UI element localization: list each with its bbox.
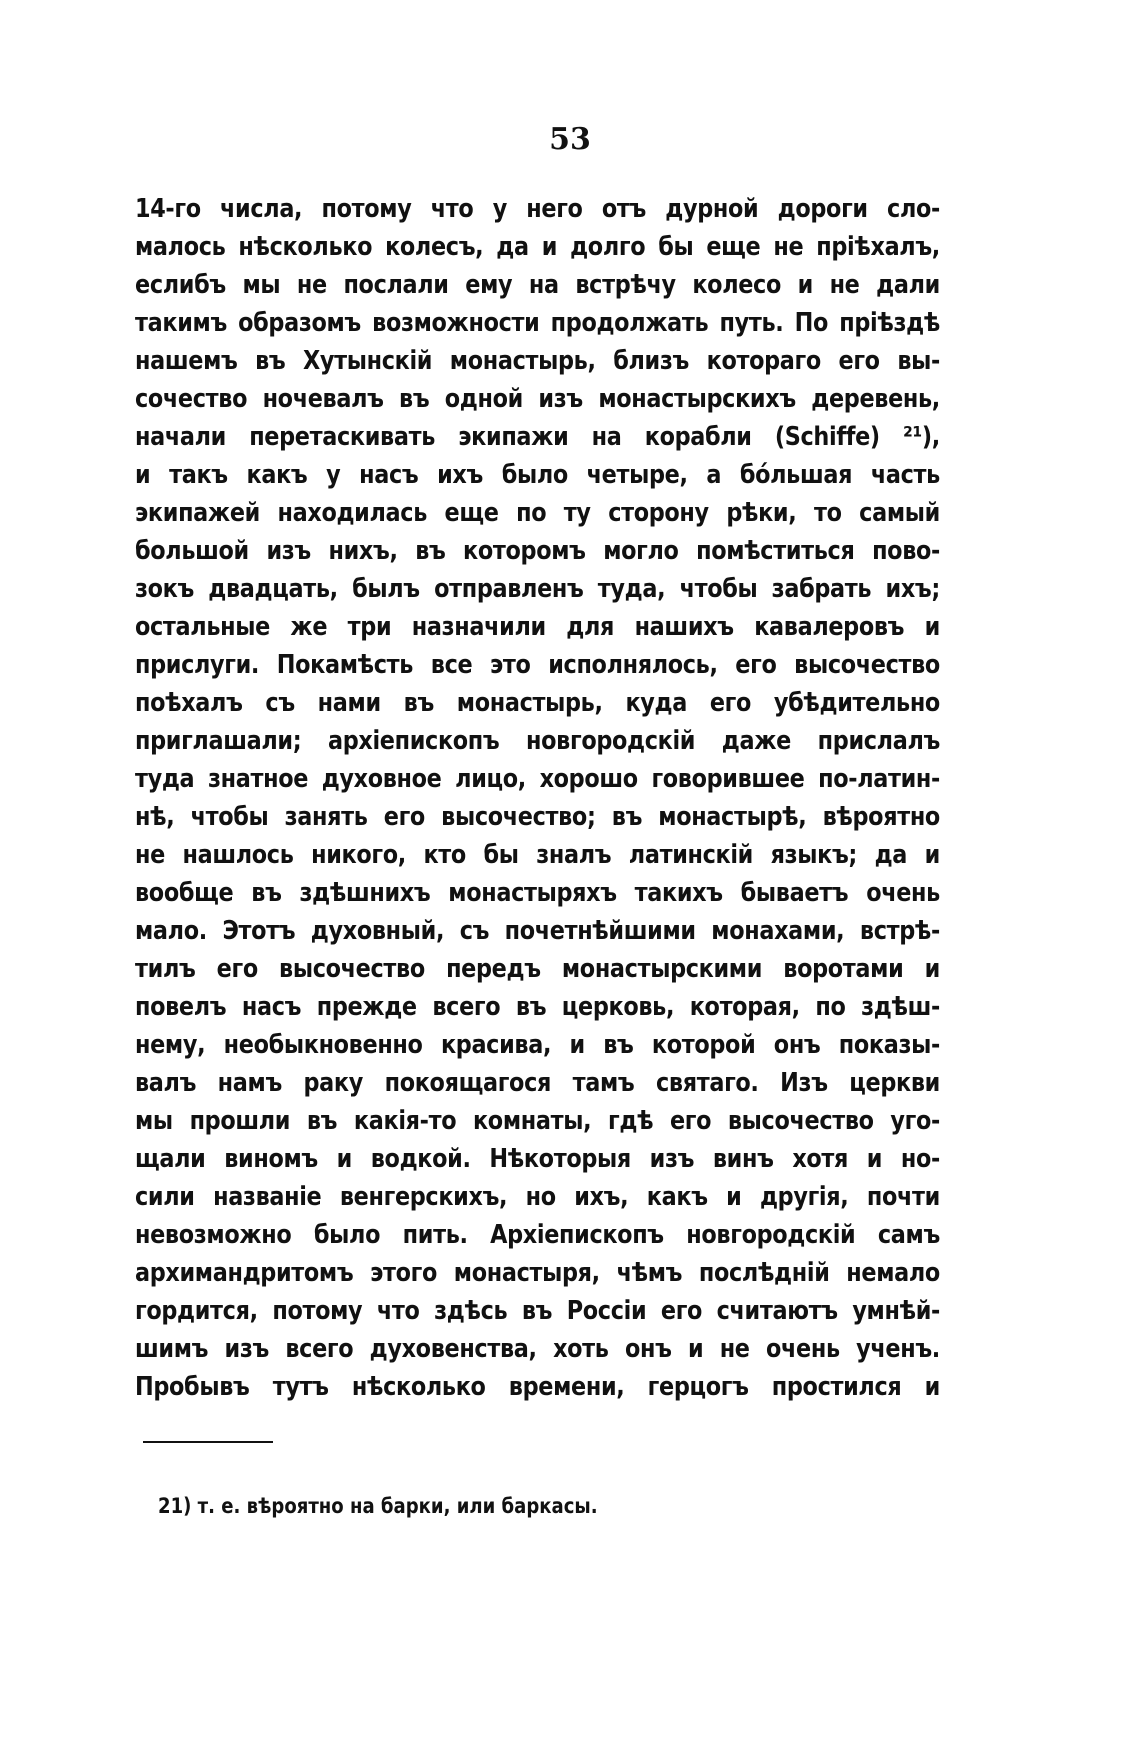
text-line: остальные же три назначили для нашихъ кавалеровъ и [135,612,940,642]
text-line: зокъ двадцать, былъ отправленъ туда, чтобы забрать ихъ; [135,574,940,604]
text-line: повелъ насъ прежде всего въ церковь, которая, по здѣш- [135,992,940,1022]
text-line: приглашали; архіепископъ новгородскій даже прислалъ [135,726,940,756]
text-line: Пробывъ тутъ нѣсколько времени, герцогъ простился и [135,1372,940,1402]
text-line: щали виномъ и водкой. Нѣкоторыя изъ винъ хотя и но- [135,1144,940,1174]
text-line: вообще въ здѣшнихъ монастыряхъ такихъ бываетъ очень [135,878,940,908]
text-line: экипажей находилась еще по ту сторону рѣки, то самый [135,498,940,528]
text-line: нашемъ въ Хутынскій монастырь, близъ котораго его вы- [135,346,940,376]
text-line: начали перетаскивать экипажи на корабли (Schiffe) ²¹), [135,422,940,452]
text-line: мало. Этотъ духовный, съ почетнѣйшими монахами, встрѣ- [135,916,940,946]
body-text [135,190,940,1406]
text-line: архимандритомъ этого монастыря, чѣмъ послѣдній немало [135,1258,940,1288]
text-line: невозможно было пить. Архіепископъ новгородскій самъ [135,1220,940,1250]
text-line: гордится, потому что здѣсь въ Россіи его считаютъ умнѣй- [135,1296,940,1326]
text-line: поѣхалъ съ нами въ монастырь, куда его убѣдительно [135,688,940,718]
footnote-divider [143,1441,273,1443]
text-line: сочество ночевалъ въ одной изъ монастырскихъ деревень, [135,384,940,414]
footnote: 21) т. е. вѣроятно на барки, или баркасы. [158,1494,598,1518]
text-line: такимъ образомъ возможности продолжать путь. По пріѣздѣ [135,308,940,338]
text-line: малось нѣсколько колесъ, да и долго бы еще не пріѣхалъ, [135,232,940,262]
text-line: тилъ его высочество передъ монастырскими воротами и [135,954,940,984]
text-line: шимъ изъ всего духовенства, хоть онъ и не очень ученъ. [135,1334,940,1364]
text-line: прислуги. Покамѣсть все это исполнялось, его высочество [135,650,940,680]
text-line: и такъ какъ у насъ ихъ было четыре, а бо́льшая часть [135,460,940,490]
text-line: нему, необыкновенно красива, и въ которой онъ показы- [135,1030,940,1060]
text-line: большой изъ нихъ, въ которомъ могло помѣститься пово- [135,536,940,566]
text-line: валъ намъ раку покоящагося тамъ святаго. Изъ церкви [135,1068,940,1098]
text-line: мы прошли въ какія-то комнаты, гдѣ его высочество уго- [135,1106,940,1136]
text-line: еслибъ мы не послали ему на встрѣчу колесо и не дали [135,270,940,300]
text-line: туда знатное духовное лицо, хорошо говорившее по-латин- [135,764,940,794]
text-line: 14-го числа, потому что у него отъ дурной дороги сло- [135,194,940,224]
text-line: нѣ, чтобы занять его высочество; въ монастырѣ, вѣроятно [135,802,940,832]
page-number: 53 [549,122,591,157]
text-line: сили названіе венгерскихъ, но ихъ, какъ и другія, почти [135,1182,940,1212]
text-line: не нашлось никого, кто бы зналъ латинскій языкъ; да и [135,840,940,870]
